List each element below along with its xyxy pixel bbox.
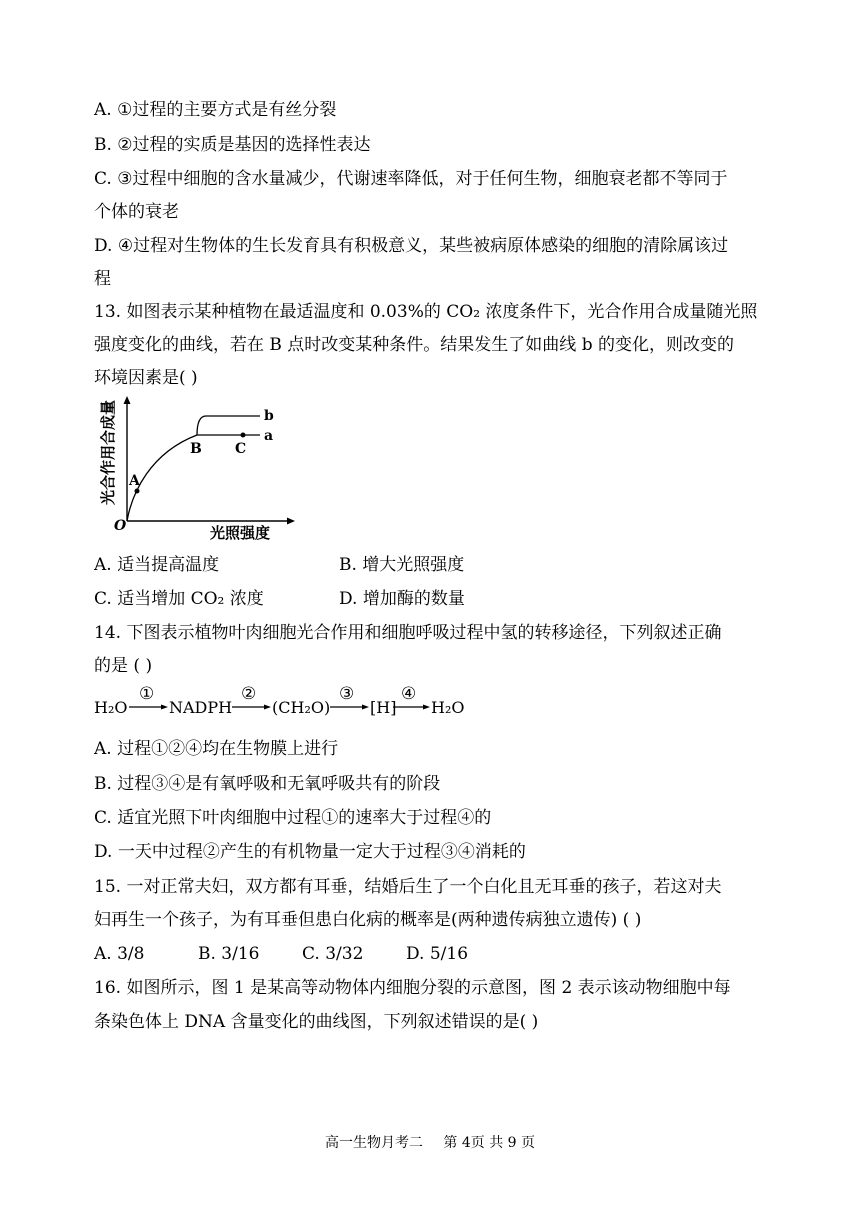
point-a-label: A [129,473,140,489]
q15-stem-line1: 15. 一对正常夫妇，双方都有耳垂，结婚后生了一个白化且无耳垂的孩子，若这对夫 [94,877,722,897]
origin-label: O [114,518,127,534]
curve-b-label: b [264,408,274,424]
q13-option-b: B. 增大光照强度 [339,555,465,575]
q12-option-d-cont: 程 [94,269,111,289]
step-3-label: ③ [339,684,355,704]
curve-a-label: a [264,428,274,444]
footer-exam-title: 高一生物月考二 [324,1135,423,1151]
q14-option-b: B. 过程③④是有氧呼吸和无氧呼吸共有的阶段 [94,774,441,794]
q13-stem-line2: 强度变化的曲线，若在 B 点时改变某种条件。结果发生了如曲线 b 的变化，则改变的 [94,335,734,355]
q14-option-c: C. 适宜光照下叶肉细胞中过程①的速率大于过程④的 [94,808,492,828]
pathway-h2o-start: H₂O [94,698,128,717]
q16-stem-line1: 16. 如图所示，图 1 是某高等动物体内细胞分裂的示意图，图 2 表示该动物细胞中每 [94,978,731,998]
photosynthesis-graph [92,393,302,543]
point-c-label: C [235,441,247,457]
hydrogen-pathway [92,680,472,720]
q13-stem-line1: 13. 如图表示某种植物在最适温度和 0.03%的 CO₂ 浓度条件下，光合作用合成量随光照 [94,302,758,322]
q14-stem-line2: 的是 ( ) [94,656,153,676]
arrow-2-head [264,705,271,710]
step-4-label: ④ [401,684,417,704]
q12-option-c-cont: 个体的衰老 [94,202,179,222]
pathway-ch2o: (CH₂O) [272,698,331,717]
q15-option-b: B. 3/16 [198,944,260,964]
point-b-label: B [190,441,202,457]
q12-option-c: C. ③过程中细胞的含水量减少，代谢速率降低，对于任何生物，细胞衰老都不等同于 [94,169,728,189]
arrow-4-head [423,705,430,710]
curve-b [197,416,260,435]
x-axis-arrow [287,518,295,525]
pathway-nadph: NADPH [169,698,233,717]
pathway-h2o-end: H₂O [431,698,465,717]
y-axis-arrow [124,396,131,404]
q12-option-a: A. ①过程的主要方式是有丝分裂 [94,100,337,120]
step-2-label: ② [241,684,257,704]
q14-option-d: D. 一天中过程②产生的有机物量一定大于过程③④消耗的 [94,842,526,862]
pathway-h: [H] [370,698,397,717]
q15-option-d: D. 5/16 [406,944,469,964]
step-1-label: ① [139,684,155,704]
q15-stem-line2: 妇再生一个孩子，为有耳垂但患白化病的概率是(两种遗传病独立遗传) ( ) [94,910,642,930]
q13-option-a: A. 适当提高温度 [94,555,220,575]
q13-option-c: C. 适当增加 CO₂ 浓度 [94,589,264,609]
q13-option-d: D. 增加酶的数量 [339,589,465,609]
q15-option-a: A. 3/8 [94,944,145,964]
point-a-dot [135,489,140,494]
arrow-1-head [161,705,168,710]
q14-stem-line1: 14. 下图表示植物叶肉细胞光合作用和细胞呼吸过程中氢的转移途径，下列叙述正确 [94,623,722,643]
q13-options-row2 [94,587,465,611]
q13-options-row1 [94,553,464,577]
q12-option-d: D. ④过程对生物体的生长发育具有积极意义，某些被病原体感染的细胞的清除属该过 [94,236,729,256]
footer-page-number: 第 4页 共 9 页 [443,1135,536,1151]
q15-option-c: C. 3/32 [302,944,364,964]
q16-stem-line2: 条染色体上 DNA 含量变化的曲线图，下列叙述错误的是( ) [94,1012,539,1032]
q12-option-b: B. ②过程的实质是基因的选择性表达 [94,135,371,155]
point-c-dot [241,433,246,438]
arrow-3-head [362,705,369,710]
page-footer [0,1133,860,1153]
q13-stem-line3: 环境因素是( ) [94,368,198,388]
y-axis-label: 光合作用合成量 [99,399,117,505]
q14-option-a: A. 过程①②④均在生物膜上进行 [94,739,339,759]
x-axis-label: 光照强度 [210,524,271,542]
q15-options-row [94,942,468,966]
